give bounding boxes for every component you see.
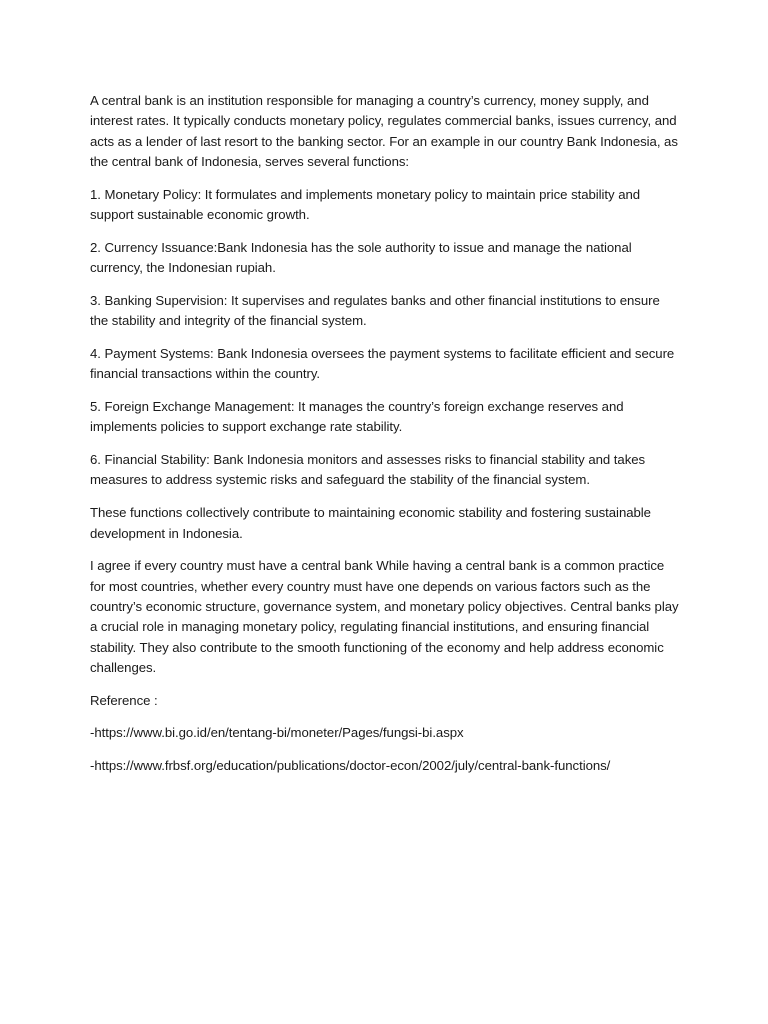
function-item-banking-supervision: 3. Banking Supervision: It supervises and regulates banks and other financial institutions to ensure the stability and integrity of the financial system. xyxy=(90,292,660,329)
function-item-financial-stability: 6. Financial Stability: Bank Indonesia monitors and assesses risks to financial stability and takes measures to address systemic risks and safeguard the stability of the financial system. xyxy=(90,452,646,488)
function-item-payment-systems: 4. Payment Systems: Bank Indonesia oversees the payment systems to facilitate efficient and secure financial transactions within the country. xyxy=(90,345,675,382)
function-item-foreign-exchange: 5. Foreign Exchange Management: It manages the country’s foreign exchange reserves and implements policies to support exchange rate stability. xyxy=(90,399,624,435)
reference-link-frbsf: -https://www.frbsf.org/education/publications/doctor-econ/2002/july/central-bank-functions/ xyxy=(90,758,611,774)
function-item-monetary-policy: 1. Monetary Policy: It formulates and implements monetary policy to maintain price stability and support sustainable economic growth. xyxy=(90,186,641,222)
reference-heading: Reference : xyxy=(90,692,158,708)
reference-link-bi: -https://www.bi.go.id/en/tentang-bi/moneter/Pages/fungsi-bi.aspx xyxy=(90,725,464,741)
intro-paragraph: A central bank is an institution responsible for managing a country’s currency, money supply, and interest rates. It typically conducts monetary policy, regulates commercial banks, issues currency, and acts as a lender of last resort to the banking sector. For an example in our country Bank Indonesia, as the central bank of Indonesia, serves several functions: xyxy=(90,93,678,169)
opinion-paragraph: I agree if every country must have a central bank While having a central bank is a common practice for most countries, whether every country must have one depends on various factors such as the country’s economic structure, governance system, and monetary policy objectives. Central banks play a crucial role in managing monetary policy, regulating financial institutions, and ensuring financial stability. They also contribute to the smooth functioning of the economy and help address economic challenges. xyxy=(90,558,679,675)
function-item-currency-issuance: 2. Currency Issuance:Bank Indonesia has the sole authority to issue and manage the national currency, the Indonesian rupiah. xyxy=(90,239,632,276)
summary-paragraph: These functions collectively contribute to maintaining economic stability and fostering sustainable development in Indonesia. xyxy=(90,505,651,541)
document-body xyxy=(90,91,680,789)
